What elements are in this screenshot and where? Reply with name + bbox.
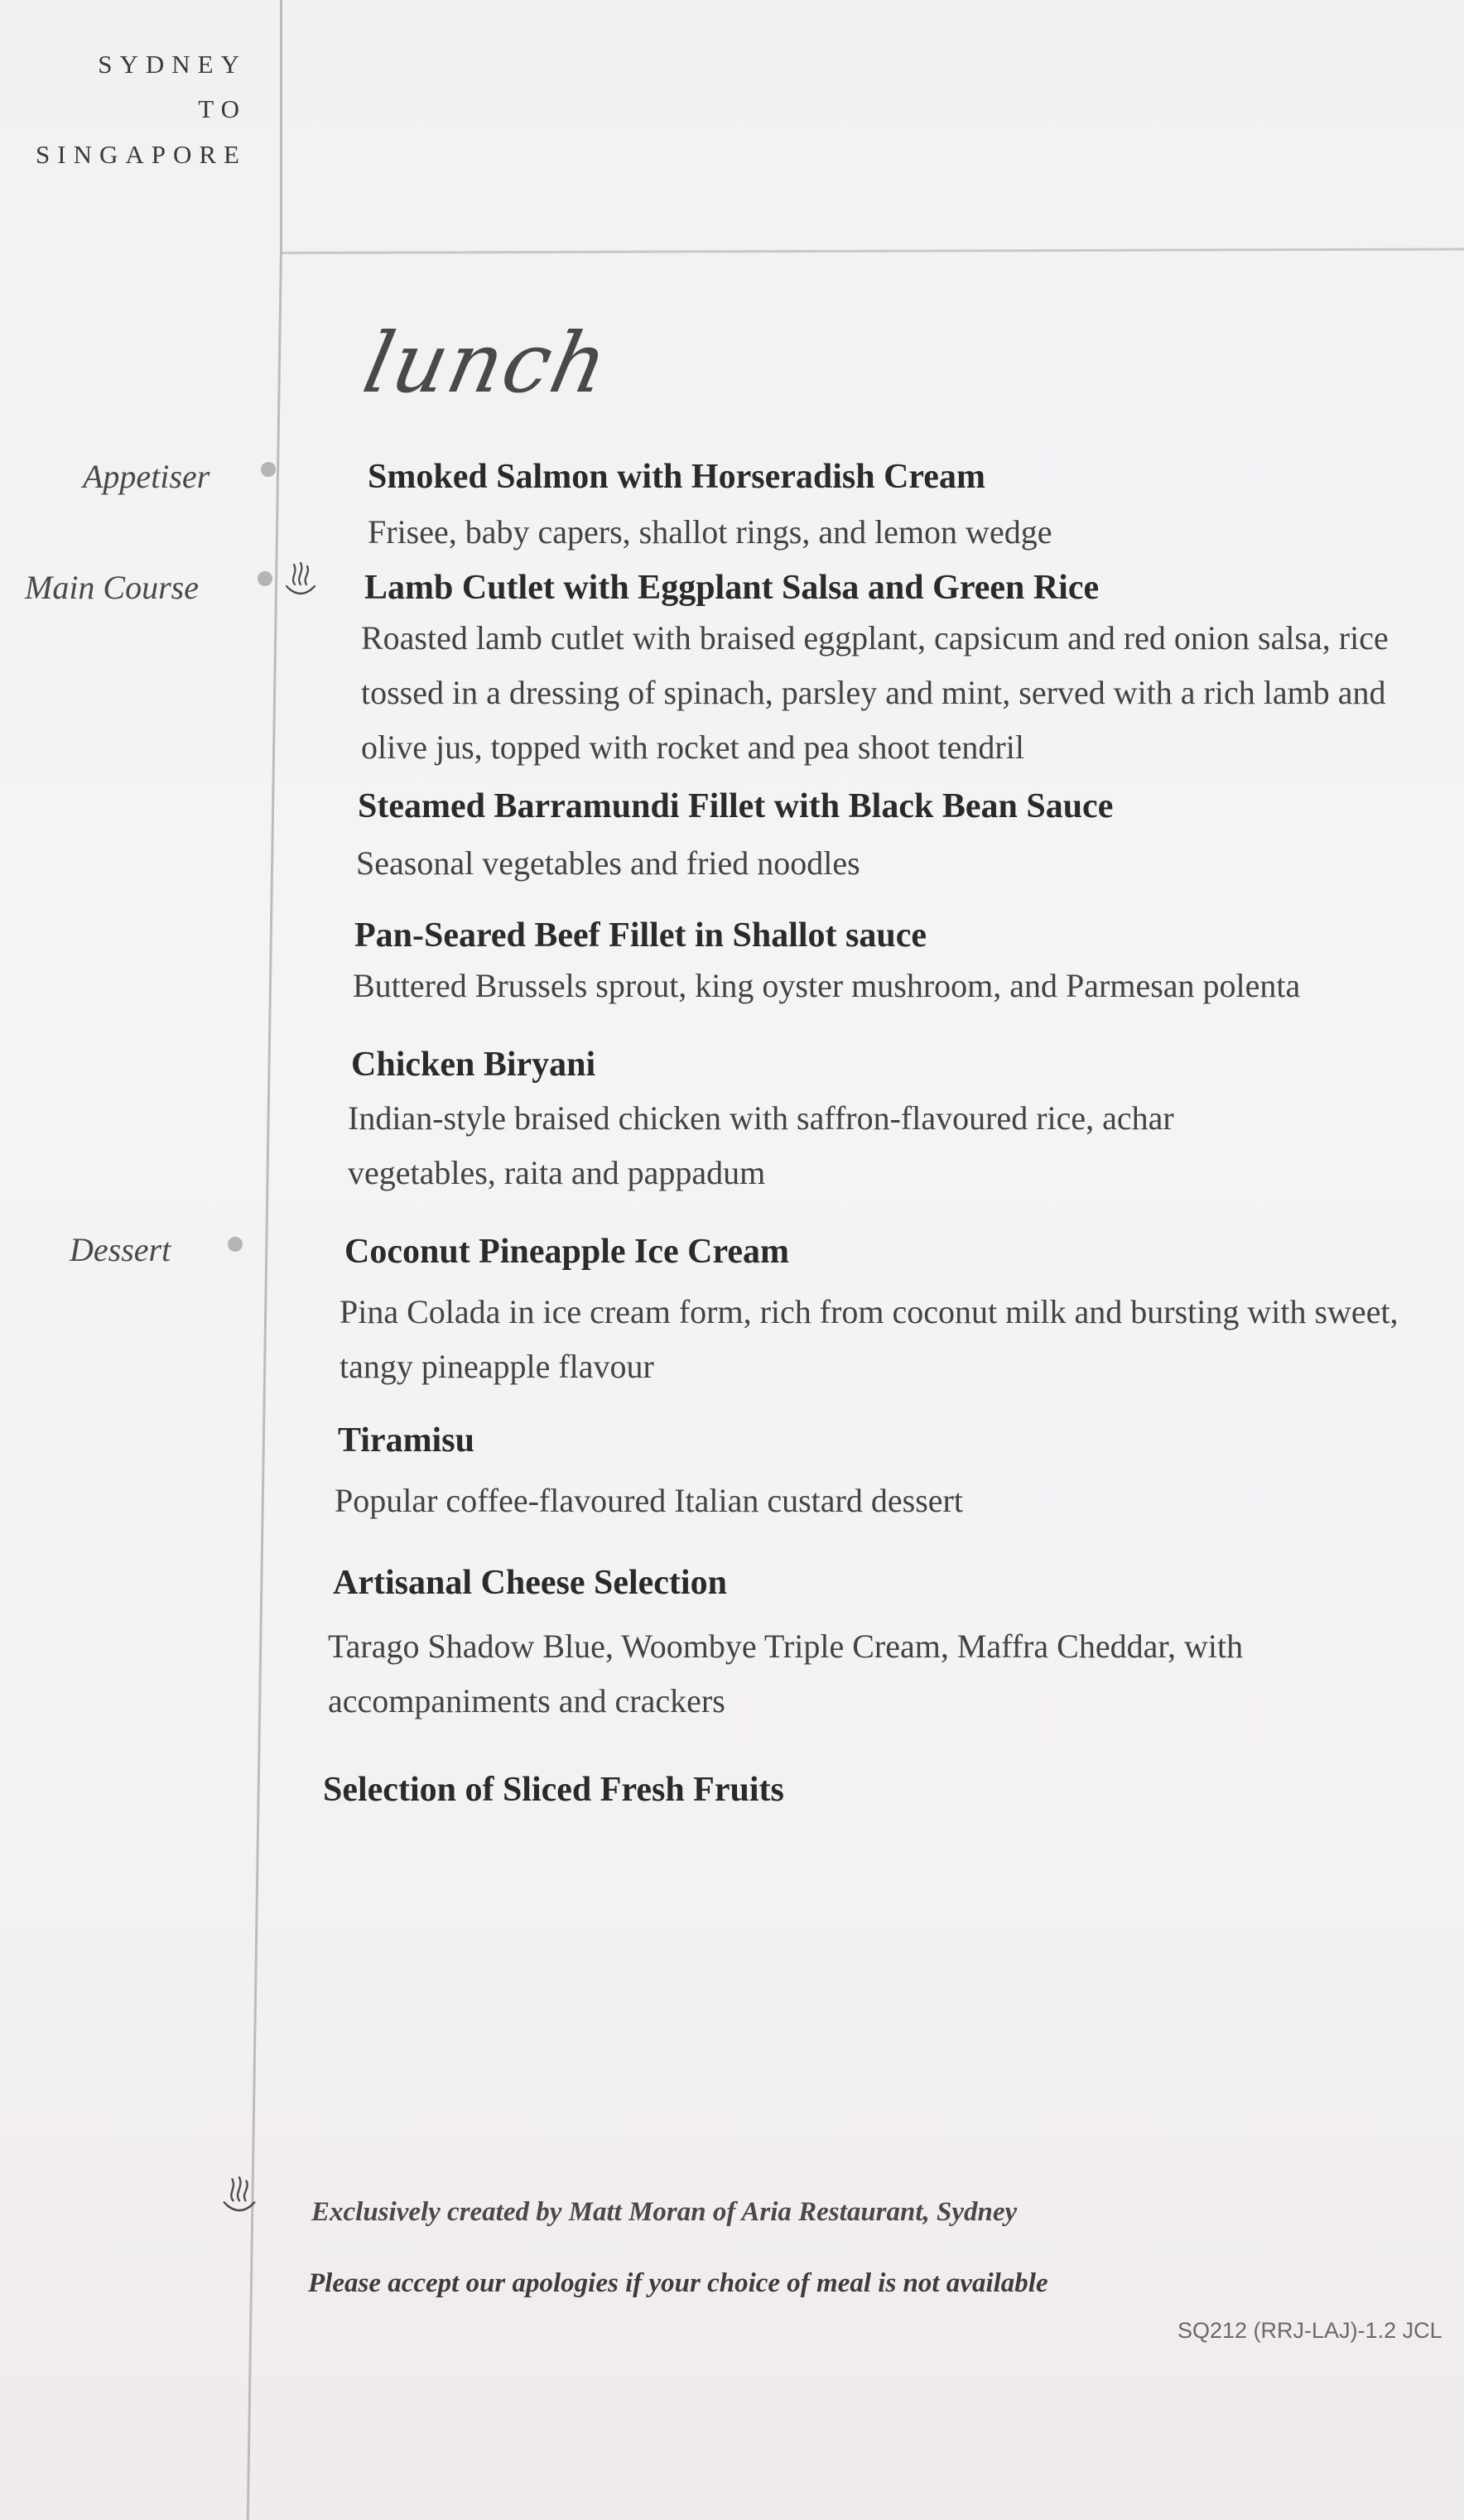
dish-name-tiramisu: Tiramisu [338, 1421, 474, 1460]
dish-name-coconut-ice-cream: Coconut Pineapple Ice Cream [344, 1233, 789, 1271]
course-label-main: Main Course [25, 569, 199, 606]
route-connector: TO [198, 94, 247, 123]
course-label-appetiser: Appetiser [83, 458, 210, 495]
footer-chef-note: Exclusively created by Matt Moran of Aria Restaurant, Sydney [311, 2197, 1018, 2227]
course-label-dessert: Dessert [70, 1231, 171, 1268]
dish-name-barramundi: Steamed Barramundi Fillet with Black Bean Sauce [358, 787, 1114, 825]
route-destination: SINGAPORE [36, 140, 247, 169]
dish-name-fresh-fruits: Selection of Sliced Fresh Fruits [323, 1771, 784, 1809]
menu-code: SQ212 (RRJ-LAJ)-1.2 JCL [1177, 2318, 1442, 2343]
dish-desc-smoked-salmon: Frisee, baby capers, shallot rings, and lemon wedge [368, 513, 1052, 551]
chef-signature-icon [282, 561, 320, 604]
dish-name-chicken-biryani: Chicken Biryani [351, 1046, 596, 1084]
footer-apology: Please accept our apologies if your choice of meal is not available [308, 2268, 1048, 2298]
course-dot-appetiser [261, 462, 276, 477]
course-dot-dessert [228, 1237, 243, 1252]
dish-desc-lamb-cutlet: Roasted lamb cutlet with braised eggplant, capsicum and red onion salsa, rice tossed in a dressing of spinach, parsley and mint, served with a rich lamb and olive jus, topped with rocket and pea shoot tendril [361, 619, 1389, 766]
chef-signature-icon [219, 2176, 260, 2222]
left-margin-rule [280, 0, 282, 248]
dish-name-lamb-cutlet: Lamb Cutlet with Eggplant Salsa and Green Rice [364, 569, 1100, 607]
route-origin: SYDNEY [98, 50, 247, 79]
course-dot-main [258, 571, 272, 586]
dish-desc-chicken-biryani: Indian-style braised chicken with saffron-flavoured rice, achar vegetables, raita and pappadum [348, 1099, 1174, 1191]
meal-title: lunch [355, 315, 618, 411]
dish-desc-tiramisu: Popular coffee-flavoured Italian custard dessert [335, 1482, 963, 1519]
dish-desc-beef-fillet: Buttered Brussels sprout, king oyster mushroom, and Parmesan polenta [353, 967, 1301, 1004]
dish-name-beef-fillet: Pan-Seared Beef Fillet in Shallot sauce [354, 916, 927, 955]
dish-desc-barramundi: Seasonal vegetables and fried noodles [356, 844, 860, 882]
dish-name-smoked-salmon: Smoked Salmon with Horseradish Cream [368, 458, 985, 496]
dish-name-cheese-selection: Artisanal Cheese Selection [333, 1564, 727, 1602]
dish-desc-cheese-selection: Tarago Shadow Blue, Woombye Triple Cream, Maffra Cheddar, with accompaniments and crackers [328, 1628, 1244, 1719]
header-divider [280, 248, 1464, 254]
dish-desc-coconut-ice-cream: Pina Colada in ice cream form, rich from coconut milk and bursting with sweet, tangy pineapple flavour [340, 1293, 1399, 1385]
